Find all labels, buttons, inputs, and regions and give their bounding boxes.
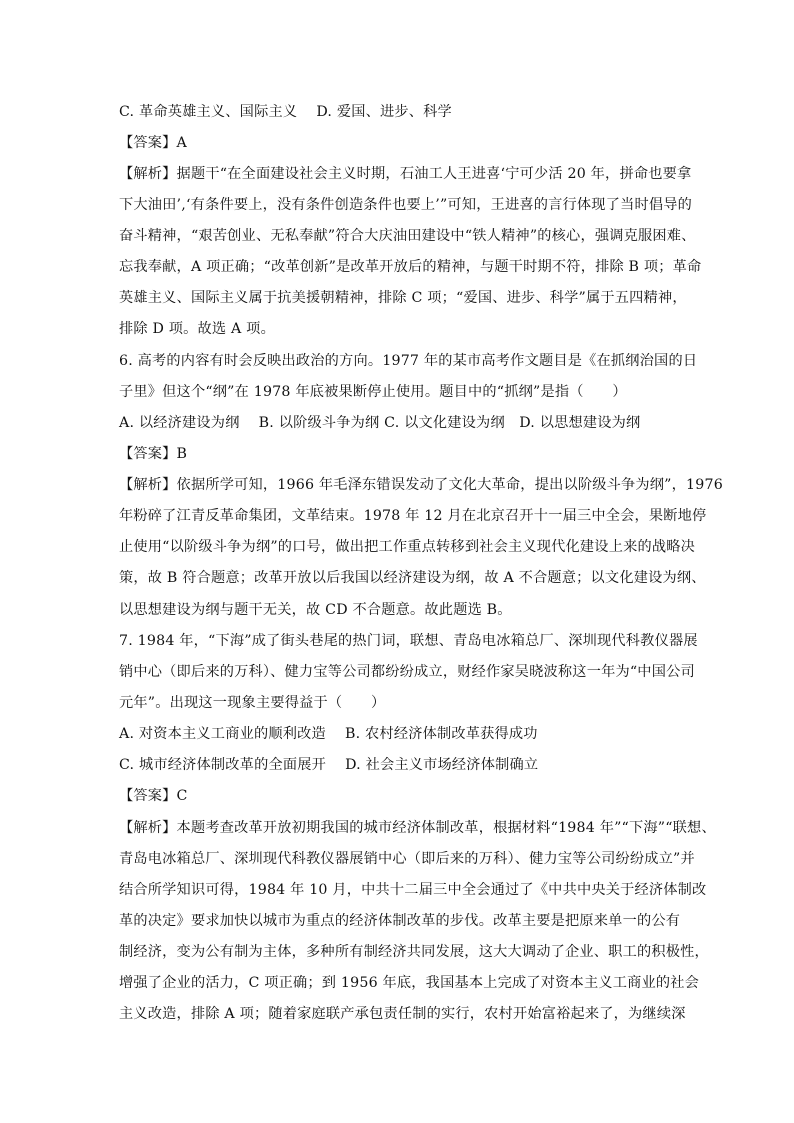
question-line: 子里》但这个“纲”在 1978 年底被果断停止使用。题目中的“抓纲”是指（ ）: [119, 384, 627, 400]
analysis-line: 青岛电冰箱总厂、深圳现代科教仪器展销中心（即后来的万科）、健力宝等公司纷纷成立”并: [119, 851, 695, 867]
analysis-line: 制经济，变为公有制为主体，多种所有制经济共同发展，这大大调动了企业、职工的积极性，: [119, 944, 709, 960]
analysis-line: 忘我奉献，A 项正确；“改革创新”是改革开放后的精神，与题干时期不符，排除 B 项；革命: [119, 259, 702, 275]
analysis-line: 以思想建设为纲与题干无关，故 CD 不合题意。故此题选 B。: [119, 602, 512, 618]
analysis-line: 【解析】据题干“在全面建设社会主义时期，石油工人王进喜‘宁可少活 20 年，拼命也要拿: [119, 166, 692, 182]
analysis-line: 结合所学知识可得，1984 年 10 月，中共十二届三中全会通过了《中共中央关于经济体制改: [119, 882, 707, 898]
analysis-line: 下大油田’,‘有条件要上，没有条件创造条件也要上’”可知，王进喜的言行体现了当时倡导的: [119, 197, 693, 213]
analysis-line: 革的决定》要求加快以城市为重点的经济体制改革的步伐。改革主要是把原来单一的公有: [119, 913, 681, 929]
analysis-line: 奋斗精神，“艰苦创业、无私奉献”符合大庆油田建设中“铁人精神”的核心，强调克服困难、: [119, 228, 696, 244]
analysis-line: 英雄主义、国际主义属于抗美援朝精神，排除 C 项；“爱国、进步、科学”属于五四精神，: [119, 290, 687, 306]
analysis-line: 年粉碎了江青反革命集团，文革结束。1978 年 12 月在北京召开十一届三中全会，果断地停: [119, 508, 707, 524]
analysis-line: 主义改造，排除 A 项；随着家庭联产承包责任制的实行，农村开始富裕起来了，为继续深: [119, 1006, 686, 1022]
analysis-line: 【解析】依据所学可知，1966 年毛泽东错误发动了文化大革命，提出以阶级斗争为纲”，1976: [119, 477, 723, 493]
analysis-line: 增强了企业的活力，C 项正确；到 1956 年底，我国基本上完成了对资本主义工商业的社会: [119, 975, 700, 991]
option-line: A. 对资本主义工商业的顺利改造 B. 农村经济体制改革获得成功: [119, 726, 538, 742]
answer-line: 【答案】C: [119, 788, 188, 804]
answer-line: 【答案】B: [119, 446, 188, 462]
question-line: 6. 高考的内容有时会反映出政治的方向。1977 年的某市高考作文题目是《在抓纲治国的日: [119, 353, 698, 369]
option-line: C. 革命英雄主义、国际主义 D. 爱国、进步、科学: [119, 104, 452, 120]
option-line: C. 城市经济体制改革的全面展开 D. 社会主义市场经济体制确立: [119, 757, 539, 773]
analysis-line: 策，故 B 符合题意；改革开放以后我国以经济建设为纲，故 A 不合题意；以文化建设为纲、: [119, 570, 706, 586]
analysis-line: 排除 D 项。故选 A 项。: [119, 321, 275, 337]
question-line: 7. 1984 年，“下海”成了街头巷尾的热门词，联想、青岛电冰箱总厂、深圳现代科教仪器展: [119, 633, 698, 649]
question-line: 销中心（即后来的万科）、健力宝等公司都纷纷成立，财经作家吴晓波称这一年为“中国公司: [119, 664, 695, 680]
option-line: A. 以经济建设为纲 B. 以阶级斗争为纲 C. 以文化建设为纲 D. 以思想建设为纲: [119, 415, 641, 431]
analysis-line: 止使用“以阶级斗争为纲”的口号，做出把工作重点转移到社会主义现代化建设上来的战略决: [119, 539, 696, 555]
analysis-line: 【解析】本题考查改革开放初期我国的城市经济体制改革，根据材料“1984 年”“下海”“联想、: [119, 820, 716, 836]
answer-line: 【答案】A: [119, 135, 187, 151]
question-line: 元年”。出现这一现象主要得益于（ ）: [119, 695, 386, 711]
